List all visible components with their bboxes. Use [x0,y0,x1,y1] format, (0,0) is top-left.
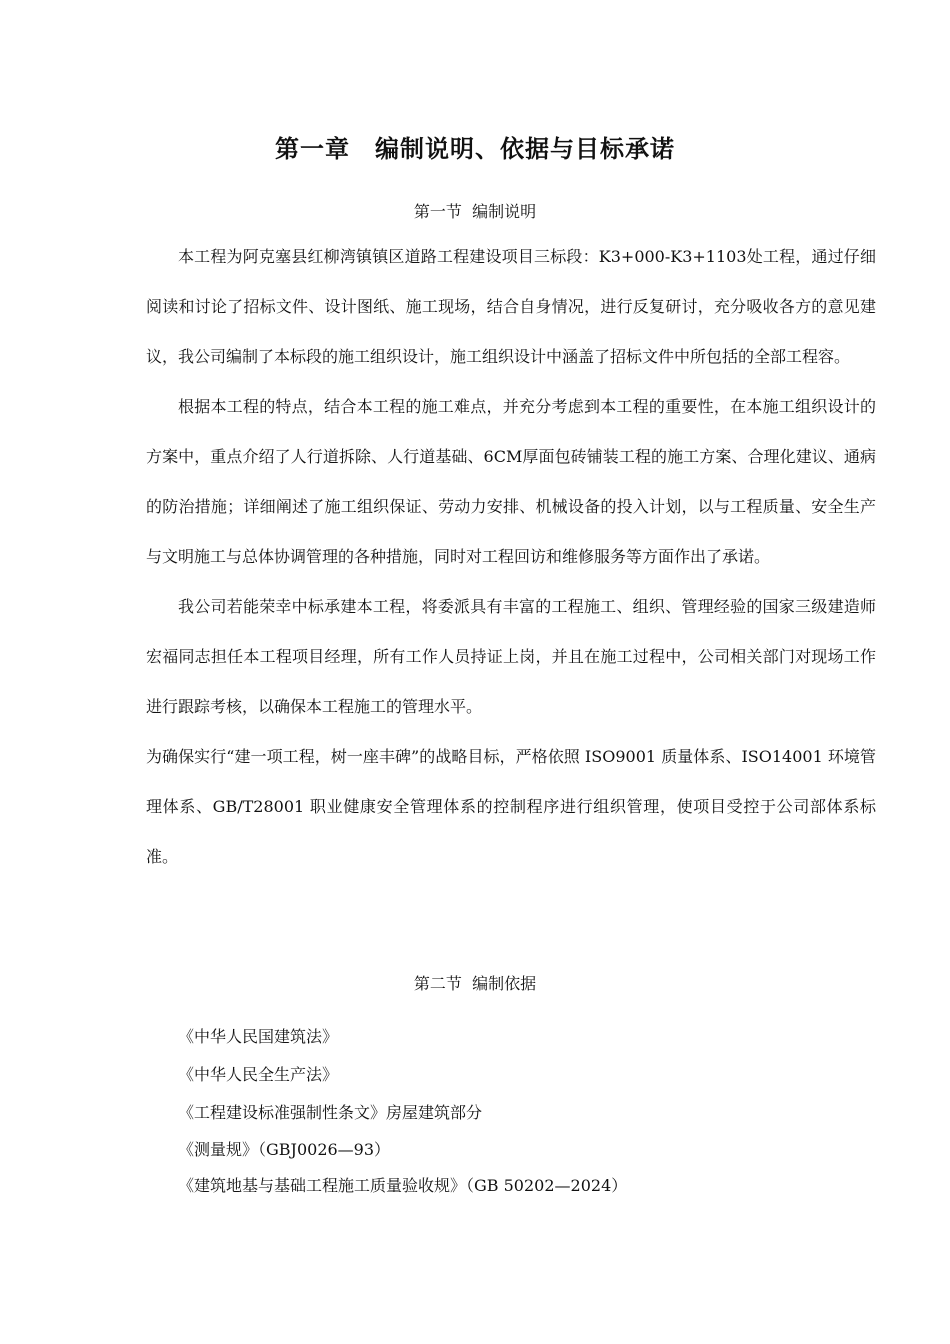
paragraph: 本工程为阿克塞县红柳湾镇镇区道路工程建设项目三标段：K3+000-K3+1103处工程，通过仔细阅读和讨论了招标文件、设计图纸、施工现场，结合自身情况，进行反复研讨，充分吸收各方的意见建议，我公司编制了本标段的施工组织设计，施工组织设计中涵盖了招标文件中所包括的全部工程容。 [146,247,876,366]
reference-item: 《工程建设标准强制性条文》房屋建筑部分 [178,1103,483,1122]
paragraph: 根据本工程的特点，结合本工程的施工难点，并充分考虑到本工程的重要性，在本施工组织设计的方案中，重点介绍了人行道拆除、人行道基础、6CM厚面包砖铺装工程的施工方案、合理化建议、通病的防治措施；详细阐述了施工组织保证、劳动力安排、机械设备的投入计划，以与工程质量、安全生产与文明施工与总体协调管理的各种措施，同时对工程回访和维修服务等方面作出了承诺。 [146,397,876,566]
reference-item: 《建筑地基与基础工程施工质量验收规》（GB 50202—2024） [178,1176,628,1195]
paragraph: 我公司若能荣幸中标承建本工程，将委派具有丰富的工程施工、组织、管理经验的国家三级建造师宏福同志担任本工程项目经理，所有工作人员持证上岗，并且在施工过程中，公司相关部门对现场工作进行跟踪考核，以确保本工程施工的管理水平。 [146,597,876,716]
paragraph: 为确保实行“建一项工程，树一座丰碑”的战略目标，严格依照 ISO9001 质量体系、ISO14001 环境管理体系、GB/T28001 职业健康安全管理体系的控制程序进行组织管理，使项目受控于公司部体系标准。 [146,747,876,866]
section-title-explanation: 第一节 编制说明 [413,202,537,221]
section-title-basis: 第二节 编制依据 [413,974,537,993]
reference-item: 《中华人民国建筑法》 [178,1027,339,1046]
section-body-explanation [146,232,876,882]
chapter-title: 第一章 编制说明、依据与目标承诺 [275,134,675,163]
reference-item: 《测量规》（GBJ0026—93） [178,1140,391,1159]
reference-item: 《中华人民全生产法》 [178,1065,339,1084]
reference-list [178,1018,878,1204]
